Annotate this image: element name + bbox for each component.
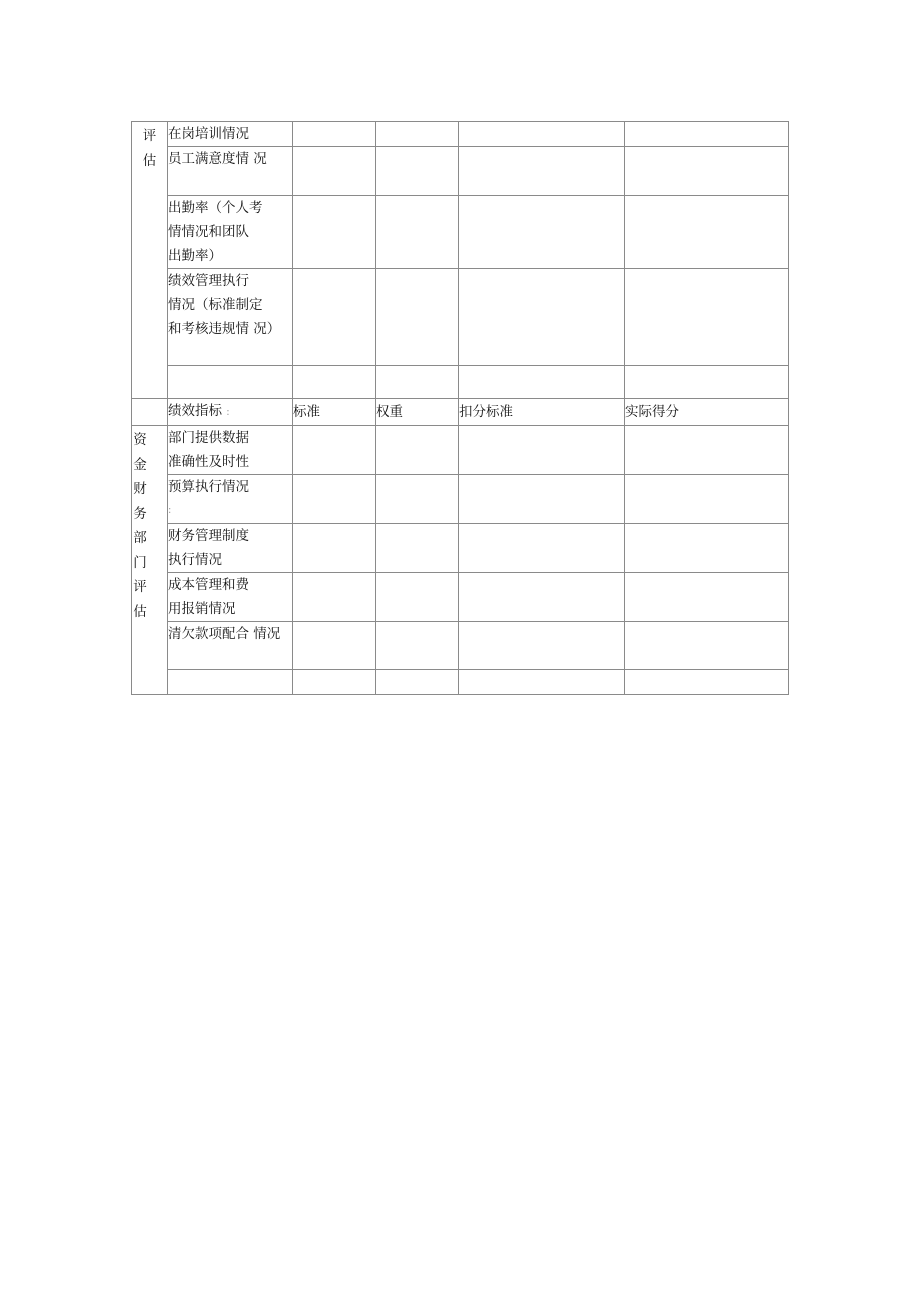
table-row [132,622,789,670]
table-row [132,196,789,269]
weight-cell [376,524,459,573]
column-header-weight: 权重 [376,399,459,426]
standard-cell [293,670,376,695]
standard-cell [293,147,376,196]
table-row [132,426,789,475]
indicator-cell: 员工满意度情 况 [168,147,293,196]
standard-cell [293,366,376,399]
deduction-cell [459,196,625,269]
section-label-evaluation: 评估 [132,122,168,399]
weight-cell [376,147,459,196]
indicator-cell: 成本管理和费 用报销情况 [168,573,293,622]
score-cell [625,475,789,524]
indicator-cell: 在岗培训情况 [168,122,293,147]
indicator-cell: 出勤率（个人考 情情况和团队 出勤率） [168,196,293,269]
deduction-cell [459,366,625,399]
section-label-finance: 资金财务部门评估 [132,426,168,695]
score-cell [625,196,789,269]
deduction-cell [459,147,625,196]
deduction-cell [459,269,625,366]
indicator-cell: 预算执行情况 : [168,475,293,524]
standard-cell [293,475,376,524]
weight-cell [376,475,459,524]
score-cell [625,366,789,399]
indicator-cell [168,670,293,695]
score-cell [625,426,789,475]
column-header-deduction: 扣分标准 [459,399,625,426]
table-row [132,122,789,147]
table-row [132,366,789,399]
section-header-cell [132,399,168,426]
indicator-cell [168,366,293,399]
score-cell [625,622,789,670]
weight-cell [376,426,459,475]
deduction-cell [459,122,625,147]
score-cell [625,670,789,695]
table-header-row [132,399,789,426]
table-row [132,670,789,695]
standard-cell [293,573,376,622]
deduction-cell [459,426,625,475]
deduction-cell [459,670,625,695]
column-header-indicator: 绩效指标 : [168,399,293,426]
score-cell [625,524,789,573]
weight-cell [376,573,459,622]
indicator-cell: 清欠款项配合 情况 [168,622,293,670]
indicator-cell: 绩效管理执行 情况（标准制定 和考核违规情 况） [168,269,293,366]
deduction-cell [459,622,625,670]
indicator-cell: 财务管理制度 执行情况 [168,524,293,573]
weight-cell [376,670,459,695]
score-cell [625,147,789,196]
standard-cell [293,122,376,147]
table-row [132,524,789,573]
weight-cell [376,366,459,399]
deduction-cell [459,524,625,573]
table-row [132,269,789,366]
indicator-cell: 部门提供数据 准确性及时性 [168,426,293,475]
deduction-cell [459,475,625,524]
standard-cell [293,524,376,573]
weight-cell [376,622,459,670]
standard-cell [293,622,376,670]
standard-cell [293,269,376,366]
weight-cell [376,196,459,269]
table-row [132,147,789,196]
score-cell [625,122,789,147]
table-row [132,573,789,622]
score-cell [625,269,789,366]
score-cell [625,573,789,622]
column-header-standard: 标准 [293,399,376,426]
weight-cell [376,122,459,147]
standard-cell [293,426,376,475]
deduction-cell [459,573,625,622]
table-row [132,475,789,524]
standard-cell [293,196,376,269]
column-header-score: 实际得分 [625,399,789,426]
evaluation-table [131,121,789,695]
weight-cell [376,269,459,366]
